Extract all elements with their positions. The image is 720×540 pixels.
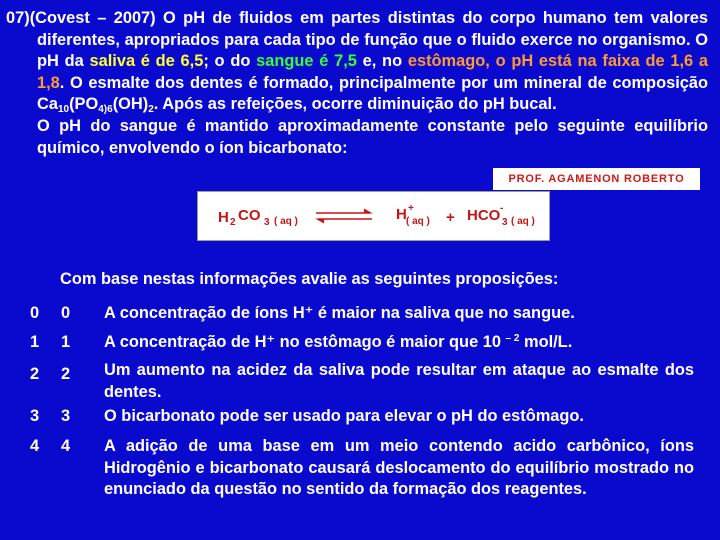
- proposition-text: O bicarbonato pode ser usado para elevar o pH do estômago.: [104, 407, 584, 425]
- true-column: 0: [30, 304, 40, 322]
- saliva-ph-highlight: saliva é de 6,5: [89, 52, 204, 71]
- subscript: 10: [57, 104, 70, 116]
- subscript: )6: [103, 104, 113, 116]
- eq-sup-minus: -: [500, 203, 504, 214]
- eq-aq-label: ( aq ): [406, 216, 430, 227]
- false-column: 1: [61, 333, 71, 351]
- question-text: [6, 8, 708, 159]
- true-column: 1: [30, 333, 40, 351]
- exponent: – 2: [505, 333, 520, 344]
- stomach-ph-highlight: estômago, o pH está na faixa de 1,6 a 1,8: [37, 52, 708, 92]
- proposition-text: [104, 332, 694, 354]
- eq-aq-label: ( aq ): [511, 216, 535, 227]
- eq-sub-3: 3: [502, 217, 508, 228]
- proposition-text: A concentração de íons H⁺ é maior na saliva que no sangue.: [104, 304, 575, 322]
- true-column: 2: [30, 365, 40, 383]
- proposition-text: Um aumento na acidez da saliva pode resultar em ataque ao esmalte dos dentes.: [104, 361, 694, 401]
- eq-aq-label: ( aq ): [274, 216, 298, 227]
- proposition-text-part: A concentração de H⁺ no estômago é maior que 10: [104, 333, 506, 351]
- eq-plus: +: [446, 209, 455, 226]
- false-column: 3: [61, 407, 71, 425]
- blood-ph-highlight: sangue é 7,5: [256, 52, 357, 71]
- subscript: 2: [148, 104, 154, 116]
- equilibrium-equation: [197, 191, 550, 241]
- question-connector: ; o do: [203, 52, 257, 71]
- formula-part: (OH): [112, 95, 149, 114]
- question-equilibrium-text: [6, 116, 708, 159]
- proposition-text-part: mol/L.: [519, 333, 573, 351]
- false-column: 4: [61, 437, 71, 455]
- subscript: 4: [98, 104, 104, 116]
- eq-sup-plus: +: [408, 203, 414, 214]
- eq-sub-3: 3: [264, 217, 270, 228]
- question-enamel-text: . O esmalte dos dentes é formado, principalmente por um mineral de composição Ca: [37, 73, 708, 114]
- eq-sub-2: 2: [230, 217, 236, 228]
- true-column: 3: [30, 407, 40, 425]
- proposition-text: A adição de uma base em um meio contendo acido carbônico, íons Hidrogênio e bicarbonato causará deslocamento do equilíbrio mostrado no enunciado da questão no sentido da formação dos reagentes.: [104, 437, 694, 499]
- equilibrium-intro: O pH do sangue é mantido aproximadamente constante pelo seguinte equilíbrio químico, envolvendo o íon bicarbonato:: [37, 116, 708, 157]
- eq-hco: HCO: [467, 207, 501, 224]
- question-connector: e, no: [356, 52, 408, 71]
- question-intro: 07)(Covest – 2007) O pH de fluidos em partes distintas do corpo humano tem valores diferentes, apropriados para cada tipo de função que o fluido exerce no organismo. O pH da: [6, 9, 708, 71]
- true-column: 4: [30, 437, 40, 455]
- equilibrium-arrows-icon: [314, 208, 374, 224]
- eq-hplus: H: [396, 206, 407, 223]
- formula-part: (PO: [69, 95, 99, 114]
- author-badge: PROF. AGAMENON ROBERTO: [493, 168, 700, 190]
- false-column: 0: [61, 304, 71, 322]
- question-after-meals: . Após as refeições, ocorre diminuição do pH bucal.: [153, 95, 557, 114]
- false-column: 2: [61, 365, 71, 383]
- eq-h: H: [218, 209, 229, 226]
- prompt-text: Com base nestas informações avalie as seguintes proposições:: [60, 270, 559, 288]
- eq-co: CO: [238, 207, 261, 224]
